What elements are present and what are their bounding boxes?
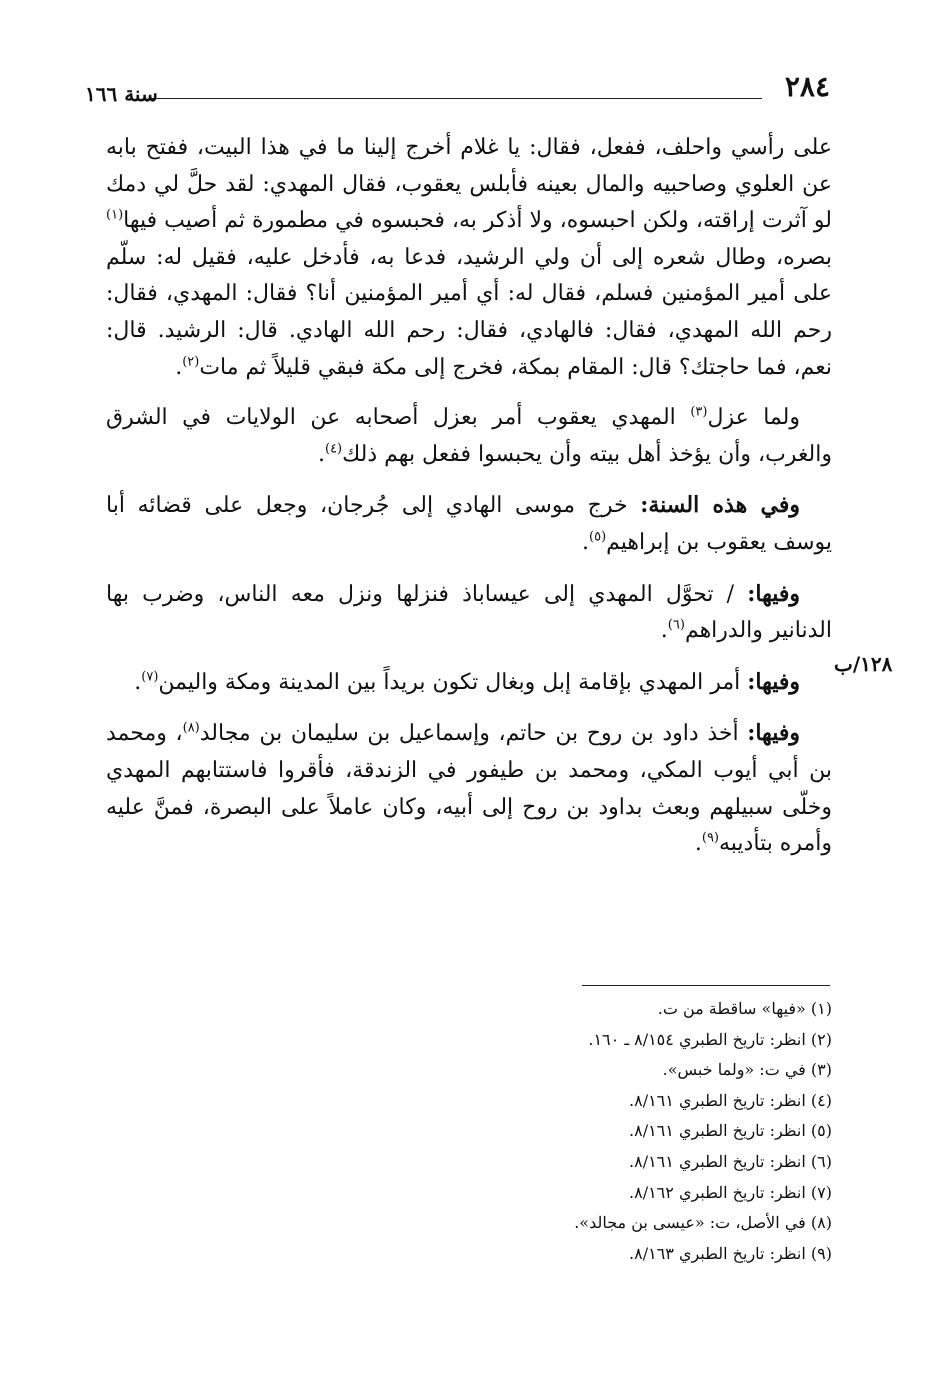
paragraph-text: ، ومحمد بن أبي أيوب المكي، ومحمد بن طيفور في الزندقة، فأقروا فاستتابهم المهدي وخلّى سبيلهم وبعث بداود بن روح إلى أبيه، وكان عاملاً على البصرة، فمنَّ عليه وأمره بتأديبه xyxy=(106,721,832,857)
paragraph-end: . xyxy=(317,441,325,467)
footnote: (٧) انظر: تاريخ الطبري ٨/١٦٢. xyxy=(629,1182,832,1202)
paragraph-lead: وفيها: xyxy=(747,580,800,607)
paragraph-text: ولما عزل xyxy=(707,405,800,431)
page-number: ٢٨٤ xyxy=(784,70,830,103)
footnote: (١) «فيها» ساقطة من ت. xyxy=(657,999,832,1018)
paragraph xyxy=(106,576,832,650)
footnote-ref: (٩) xyxy=(701,830,719,846)
footnote-ref: (٦) xyxy=(667,617,685,633)
footnote: (٨) في الأصل، ت: «عيسى بن مجالد». xyxy=(574,1213,832,1233)
paragraph-text: / تحوَّل المهدي إلى عيساباذ فنزلها ونزل معه الناس، وضرب بها الدنانير والدراهم xyxy=(106,581,832,644)
footnote-ref: (٥) xyxy=(589,529,607,545)
footnote-rule xyxy=(582,985,830,986)
paragraph-end: . xyxy=(660,618,668,644)
main-text xyxy=(106,130,832,877)
footnote: (٩) انظر: تاريخ الطبري ٨/١٦٣. xyxy=(629,1243,832,1263)
footnote-ref: (٤) xyxy=(324,441,343,457)
paragraph-text: خرج موسى الهادي إلى جُرجان، وجعل على قضائه أبا يوسف يعقوب بن إبراهيم xyxy=(106,493,832,555)
paragraph-end: . xyxy=(134,669,142,695)
footnote-ref: (٧) xyxy=(141,669,159,685)
manuscript-folio-note: ١٢٨/ب xyxy=(834,652,893,676)
footnote-ref: (١) xyxy=(106,207,124,223)
footnote: (٢) انظر: تاريخ الطبري ٨/١٥٤ ـ ١٦٠. xyxy=(588,1029,832,1049)
paragraph-text: أمر المهدي بإقامة إبل وبغال تكون بريداً بين المدينة ومكة واليمن xyxy=(158,669,748,695)
footnote-ref: (٣) xyxy=(690,404,708,420)
paragraph xyxy=(106,715,832,862)
paragraph-text: أخذ داود بن روح بن حاتم، وإسماعيل بن سليمان بن مجالد xyxy=(199,721,748,747)
paragraph-lead: وفيها: xyxy=(747,668,800,695)
running-header-year: سنة ١٦٦ xyxy=(85,82,158,106)
header-rule xyxy=(150,98,762,99)
footnote: (٦) انظر: تاريخ الطبري ٨/١٦١. xyxy=(629,1151,832,1171)
footnote: (٥) انظر: تاريخ الطبري ٨/١٦١. xyxy=(629,1121,832,1141)
paragraph xyxy=(106,400,832,473)
paragraph-end: . xyxy=(175,354,183,380)
paragraph xyxy=(106,130,832,386)
paragraph-lead: وفي هذه السنة: xyxy=(640,492,800,519)
footnote: (٤) انظر: تاريخ الطبري ٨/١٦١. xyxy=(629,1090,832,1110)
paragraph-end: . xyxy=(582,529,589,555)
footnote-ref: (٢) xyxy=(182,354,200,370)
footnote: (٣) في ت: «ولما خبس». xyxy=(662,1060,832,1080)
paragraph-text: على رأسي واحلف، ففعل، فقال: يا غلام أخرج إلينا ما في هذا البيت، ففتح بابه عن العلوي وصاحبيه والمال بعينه فأبلس يعقوب، فقال المهدي: لقد حلَّ لي دمك لو آثرت إراقته، ولكن احبسوه، ولا أذكر به، فحبسوه في مطمورة ثم أصيب فيها xyxy=(106,135,832,234)
paragraph xyxy=(106,487,832,561)
paragraph-text: بصره، وطال شعره إلى أن ولي الرشيد، فدعا به، فأدخل عليه، فقيل له: سلّم على أمير المؤمنين فسلم، فقال له: أي أمير المؤمنين أنا؟ فقال: المهدي، فقال: رحم الله المهدي، فقال: فالهادي، فقال: رحم الله الهادي. قال: الرشيد. قال: نعم، فما حاجتك؟ قال: المقام بمكة، فخرج إلى مكة فبقي قليلاً ثم مات xyxy=(106,244,832,380)
paragraph-text: المهدي يعقوب أمر بعزل أصحابه عن الولايات في الشرق والغرب، وأن يؤخذ أهل بيته وأن يحبسوا ففعل بهم ذلك xyxy=(106,405,832,467)
paragraph-end: . xyxy=(694,831,702,857)
footnote-ref: (٨) xyxy=(182,720,200,736)
paragraph-lead: وفيها: xyxy=(747,720,800,747)
footnotes-list xyxy=(112,994,832,1269)
paragraph xyxy=(106,664,832,702)
